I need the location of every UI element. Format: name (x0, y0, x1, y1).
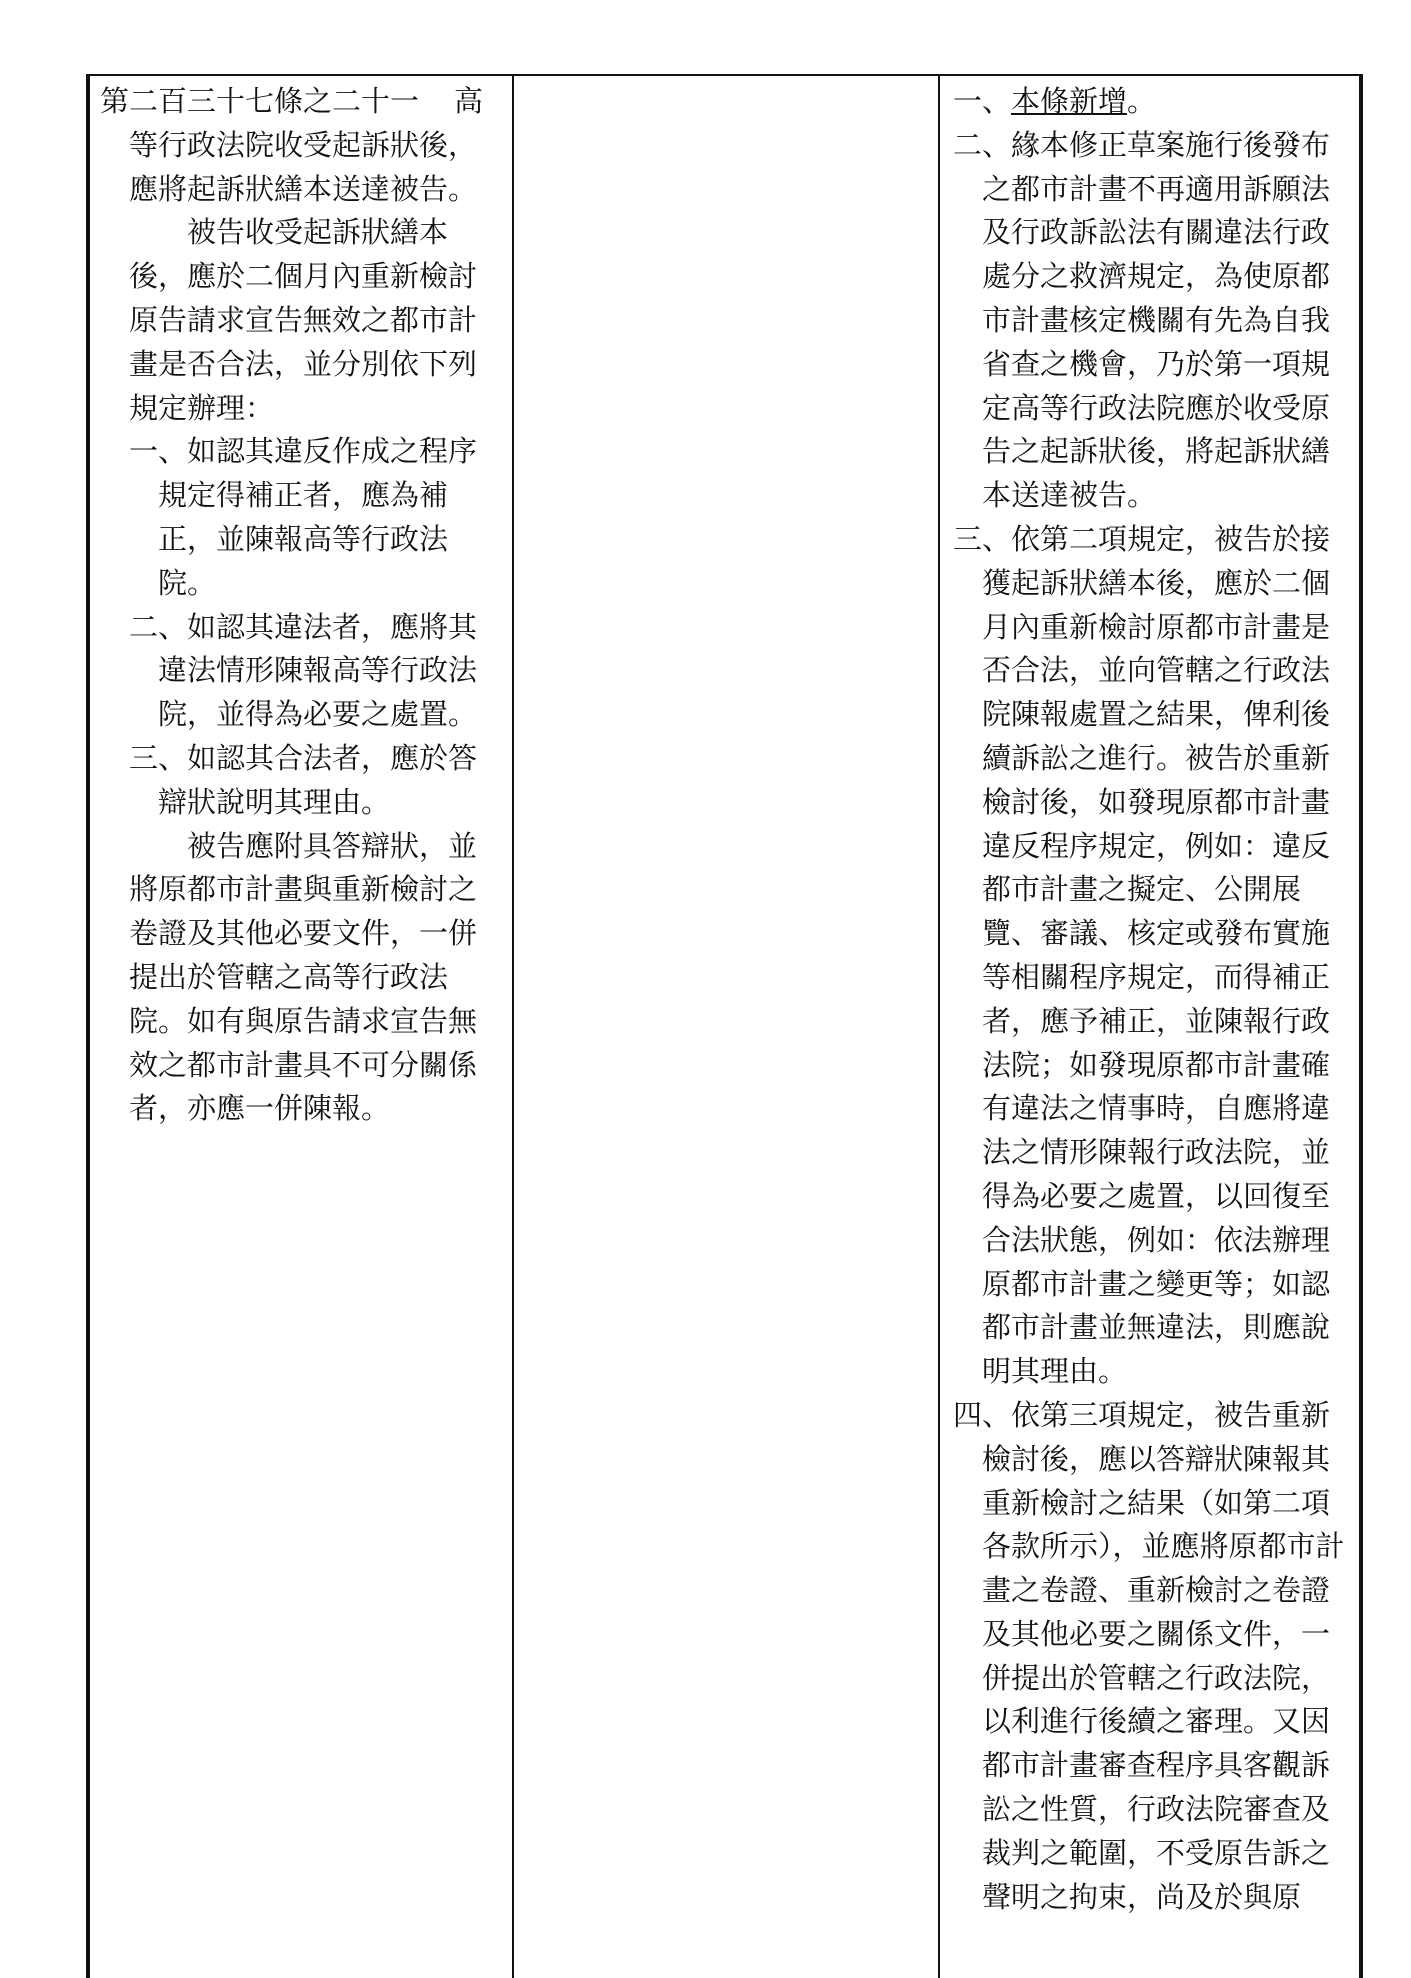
comparison-table (86, 74, 1363, 1978)
explanation-item-3: 三、依第二項規定，被告於接獲起訴狀繕本後，應於二個月內重新檢討原都市計畫是否合法，並向管轄之行政法院陳報處置之結果，俾利後續訴訟之進行。被告於重新檢討後，如發現原都市計畫違反程序規定，例如：違反都市計畫之擬定、公開展覽、審議、核定或發布實施等相關程序規定，而得補正者，應予補正，並陳報行政法院；如發現原都市計畫確有違法之情事時，自應將違法之情形陳報行政法院，並得為必要之處置，以回復至合法狀態，例如：依法辦理原都市計畫之變更等；如認都市計畫並無違法，則應說明其理由。 (953, 521, 1331, 1389)
article-item-2: 二、如認其違法者，應將其違法情形陳報高等行政法院，並得為必要之處置。 (129, 609, 478, 732)
amended-text-column (100, 80, 498, 1131)
article-paragraph-2: 被告收受起訴狀繕本後，應於二個月內重新檢討原告請求宣告無效之都市計畫是否合法，並分別依下列規定辦理： (129, 215, 478, 425)
explanation-item-1: 一、本條新增。 (953, 84, 1157, 118)
article-paragraph-3: 被告應附具答辯狀，並將原都市計畫與重新檢討之卷證及其他必要文件，一併提出於管轄之高等行政法院。如有與原告請求宣告無效之都市計畫具不可分關係者，亦應一併陳報。 (129, 828, 478, 1126)
explanation-column (953, 80, 1353, 1919)
column-divider-1 (512, 76, 514, 1978)
column-divider-2 (938, 76, 940, 1978)
article-item-3: 三、如認其合法者，應於答辯狀說明其理由。 (129, 740, 478, 819)
table-border-right (1359, 76, 1363, 1978)
new-article-note: 本條新增 (1011, 84, 1128, 118)
article-number: 第二百三十七條之二十一 (100, 84, 420, 118)
table-border-left (86, 76, 90, 1978)
explanation-item-4: 四、依第三項規定，被告重新檢討後，應以答辯狀陳報其重新檢討之結果（如第二項各款所示），並應將原都市計畫之卷證、重新檢討之卷證及其他必要之關係文件，一併提出於管轄之行政法院，以利進行後續之審理。又因都市計畫審查程序具客觀訴訟之性質，行政法院審查及裁判之範圍，不受原告訴之聲明之拘束，尚及於與原 (953, 1397, 1345, 1914)
explanation-item-2: 二、緣本修正草案施行後發布之都市計畫不再適用訴願法及行政訴訟法有關違法行政處分之救濟規定，為使原都市計畫核定機關有先為自我省查之機會，乃於第一項規定高等行政法院應於收受原告之起訴狀後，將起訴狀繕本送達被告。 (953, 127, 1331, 513)
article-item-1: 一、如認其違反作成之程序規定得補正者，應為補正，並陳報高等行政法院。 (129, 434, 478, 600)
article-paragraph-1: 第二百三十七條之二十一 高等行政法院收受起訴狀後，應將起訴狀繕本送達被告。 (100, 84, 484, 206)
